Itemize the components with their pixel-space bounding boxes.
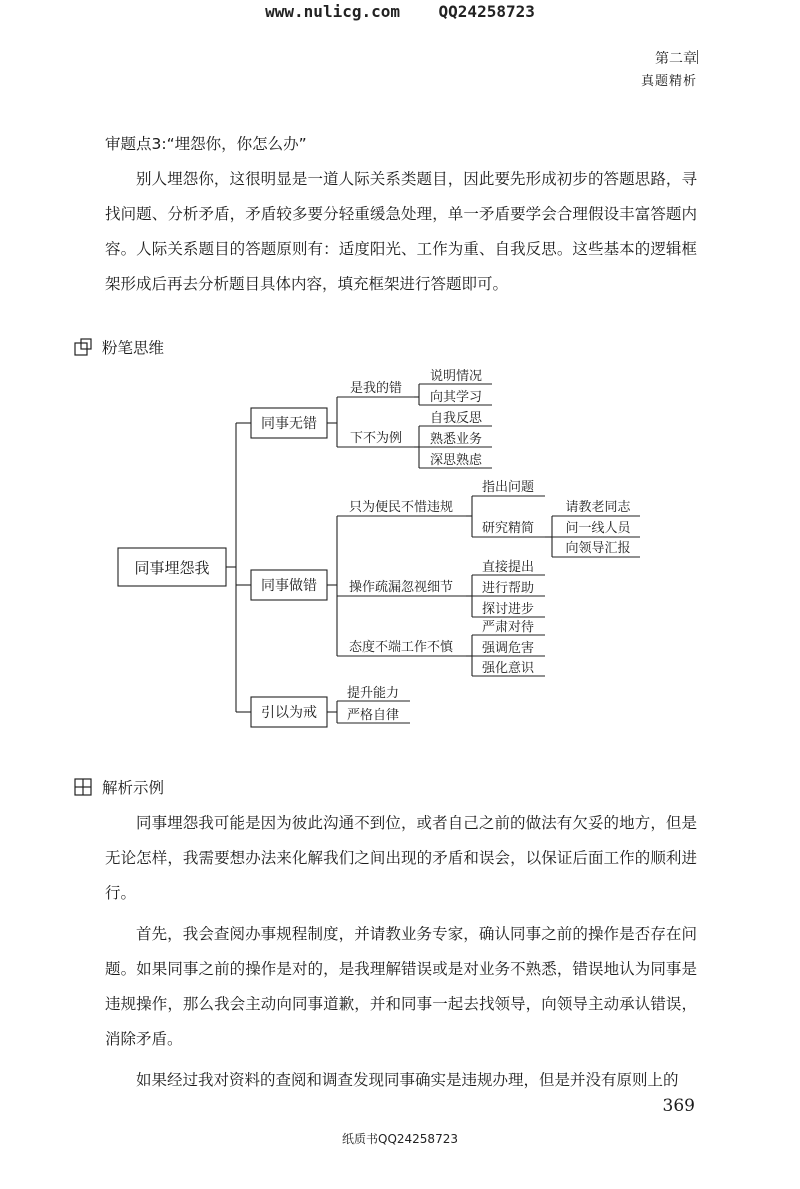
chapter-subtitle: 真题精析 [640, 74, 697, 89]
analysis-paragraph: 首先，我会查阅办事规程制度，并请教业务专家，确认同事之前的操作是否存在问题。如果同事之前的操作是对的，是我理解错误或是对业务不熟悉，错误地认为同事是违规操作，那么我会主动向同事道歉，并和同事一起去找领导，向领导主动承认错误，消除矛盾。 [105, 925, 697, 1048]
intro-body [105, 162, 697, 302]
leaf-label: 向其学习 [429, 390, 483, 405]
sub-branch-label: 是我的错 [349, 381, 403, 396]
leaf-label: 直接提出 [481, 560, 535, 575]
mindmap-section-header [74, 336, 164, 358]
leaf-label: 进行帮助 [481, 581, 535, 596]
leaf-label: 问一线人员 [565, 521, 631, 536]
leaf-label: 探讨进步 [481, 602, 535, 617]
leaf-label: 请教老同志 [565, 500, 631, 515]
analysis-section-header [74, 776, 164, 798]
sub-branch-label: 操作疏漏忽视细节 [348, 580, 454, 595]
branch-label: 同事做错 [261, 578, 317, 594]
leaf-label: 强化意识 [481, 661, 535, 676]
leaf-label: 深思熟虑 [429, 453, 483, 468]
leaf-label: 严肃对待 [481, 620, 535, 635]
analysis-paragraph: 同事埋怨我可能是因为彼此沟通不到位，或者自己之前的做法有欠妥的地方，但是无论怎样，我需要想办法来化解我们之间出现的矛盾和误会，以保证后面工作的顺利进行。 [105, 814, 697, 902]
mindmap-root-label: 同事埋怨我 [134, 559, 210, 577]
mindmap-diagram [0, 360, 800, 740]
analysis-body [105, 806, 697, 1098]
leaf-label: 提升能力 [346, 686, 400, 701]
watermark-top: www.nulicg.com QQ24258723 [265, 2, 535, 21]
branch-label: 引以为戒 [261, 705, 317, 721]
branch-label: 同事无错 [261, 416, 317, 432]
sub-branch-label: 下不为例 [349, 431, 403, 446]
leaf-label: 指出问题 [481, 480, 535, 495]
sub-branch-label: 只为便民不惜违规 [348, 500, 454, 515]
grid-icon [74, 778, 92, 796]
intro-heading-text: 审题点3:“埋怨你，你怎么办” [105, 135, 307, 153]
leaf-label: 说明情况 [429, 369, 483, 384]
leaf-label: 自我反思 [429, 411, 483, 426]
chalk-icon [74, 338, 92, 356]
intro-heading [105, 127, 697, 162]
leaf-label: 研究精简 [481, 521, 535, 536]
leaf-label: 强调危害 [481, 641, 535, 656]
leaf-label: 熟悉业务 [429, 432, 483, 447]
leaf-label: 严格自律 [346, 708, 400, 723]
analysis-paragraph: 如果经过我对资料的查阅和调查发现同事确实是违规办理，但是并没有原则上的 [136, 1071, 679, 1089]
intro-body-text: 别人埋怨你，这很明显是一道人际关系类题目，因此要先形成初步的答题思路，寻找问题、分析矛盾，矛盾较多要分轻重缓急处理，单一矛盾要学会合理假设丰富答题内容。人际关系题目的答题原则有：适度阳光、工作为重、自我反思。这些基本的逻辑框架形成后再去分析题目具体内容，填充框架进行答题即可。 [105, 170, 697, 293]
mindmap-section-title: 粉笔思维 [102, 339, 165, 357]
leaf-label: 向领导汇报 [565, 541, 631, 556]
page-number: 369 [662, 1096, 695, 1116]
analysis-section-title: 解析示例 [102, 779, 165, 797]
watermark-bottom: 纸质书QQ24258723 [342, 1132, 458, 1146]
sub-branch-label: 态度不端工作不慎 [348, 640, 454, 655]
chapter-title: 第二章 [655, 51, 697, 67]
chapter-divider [697, 50, 698, 64]
